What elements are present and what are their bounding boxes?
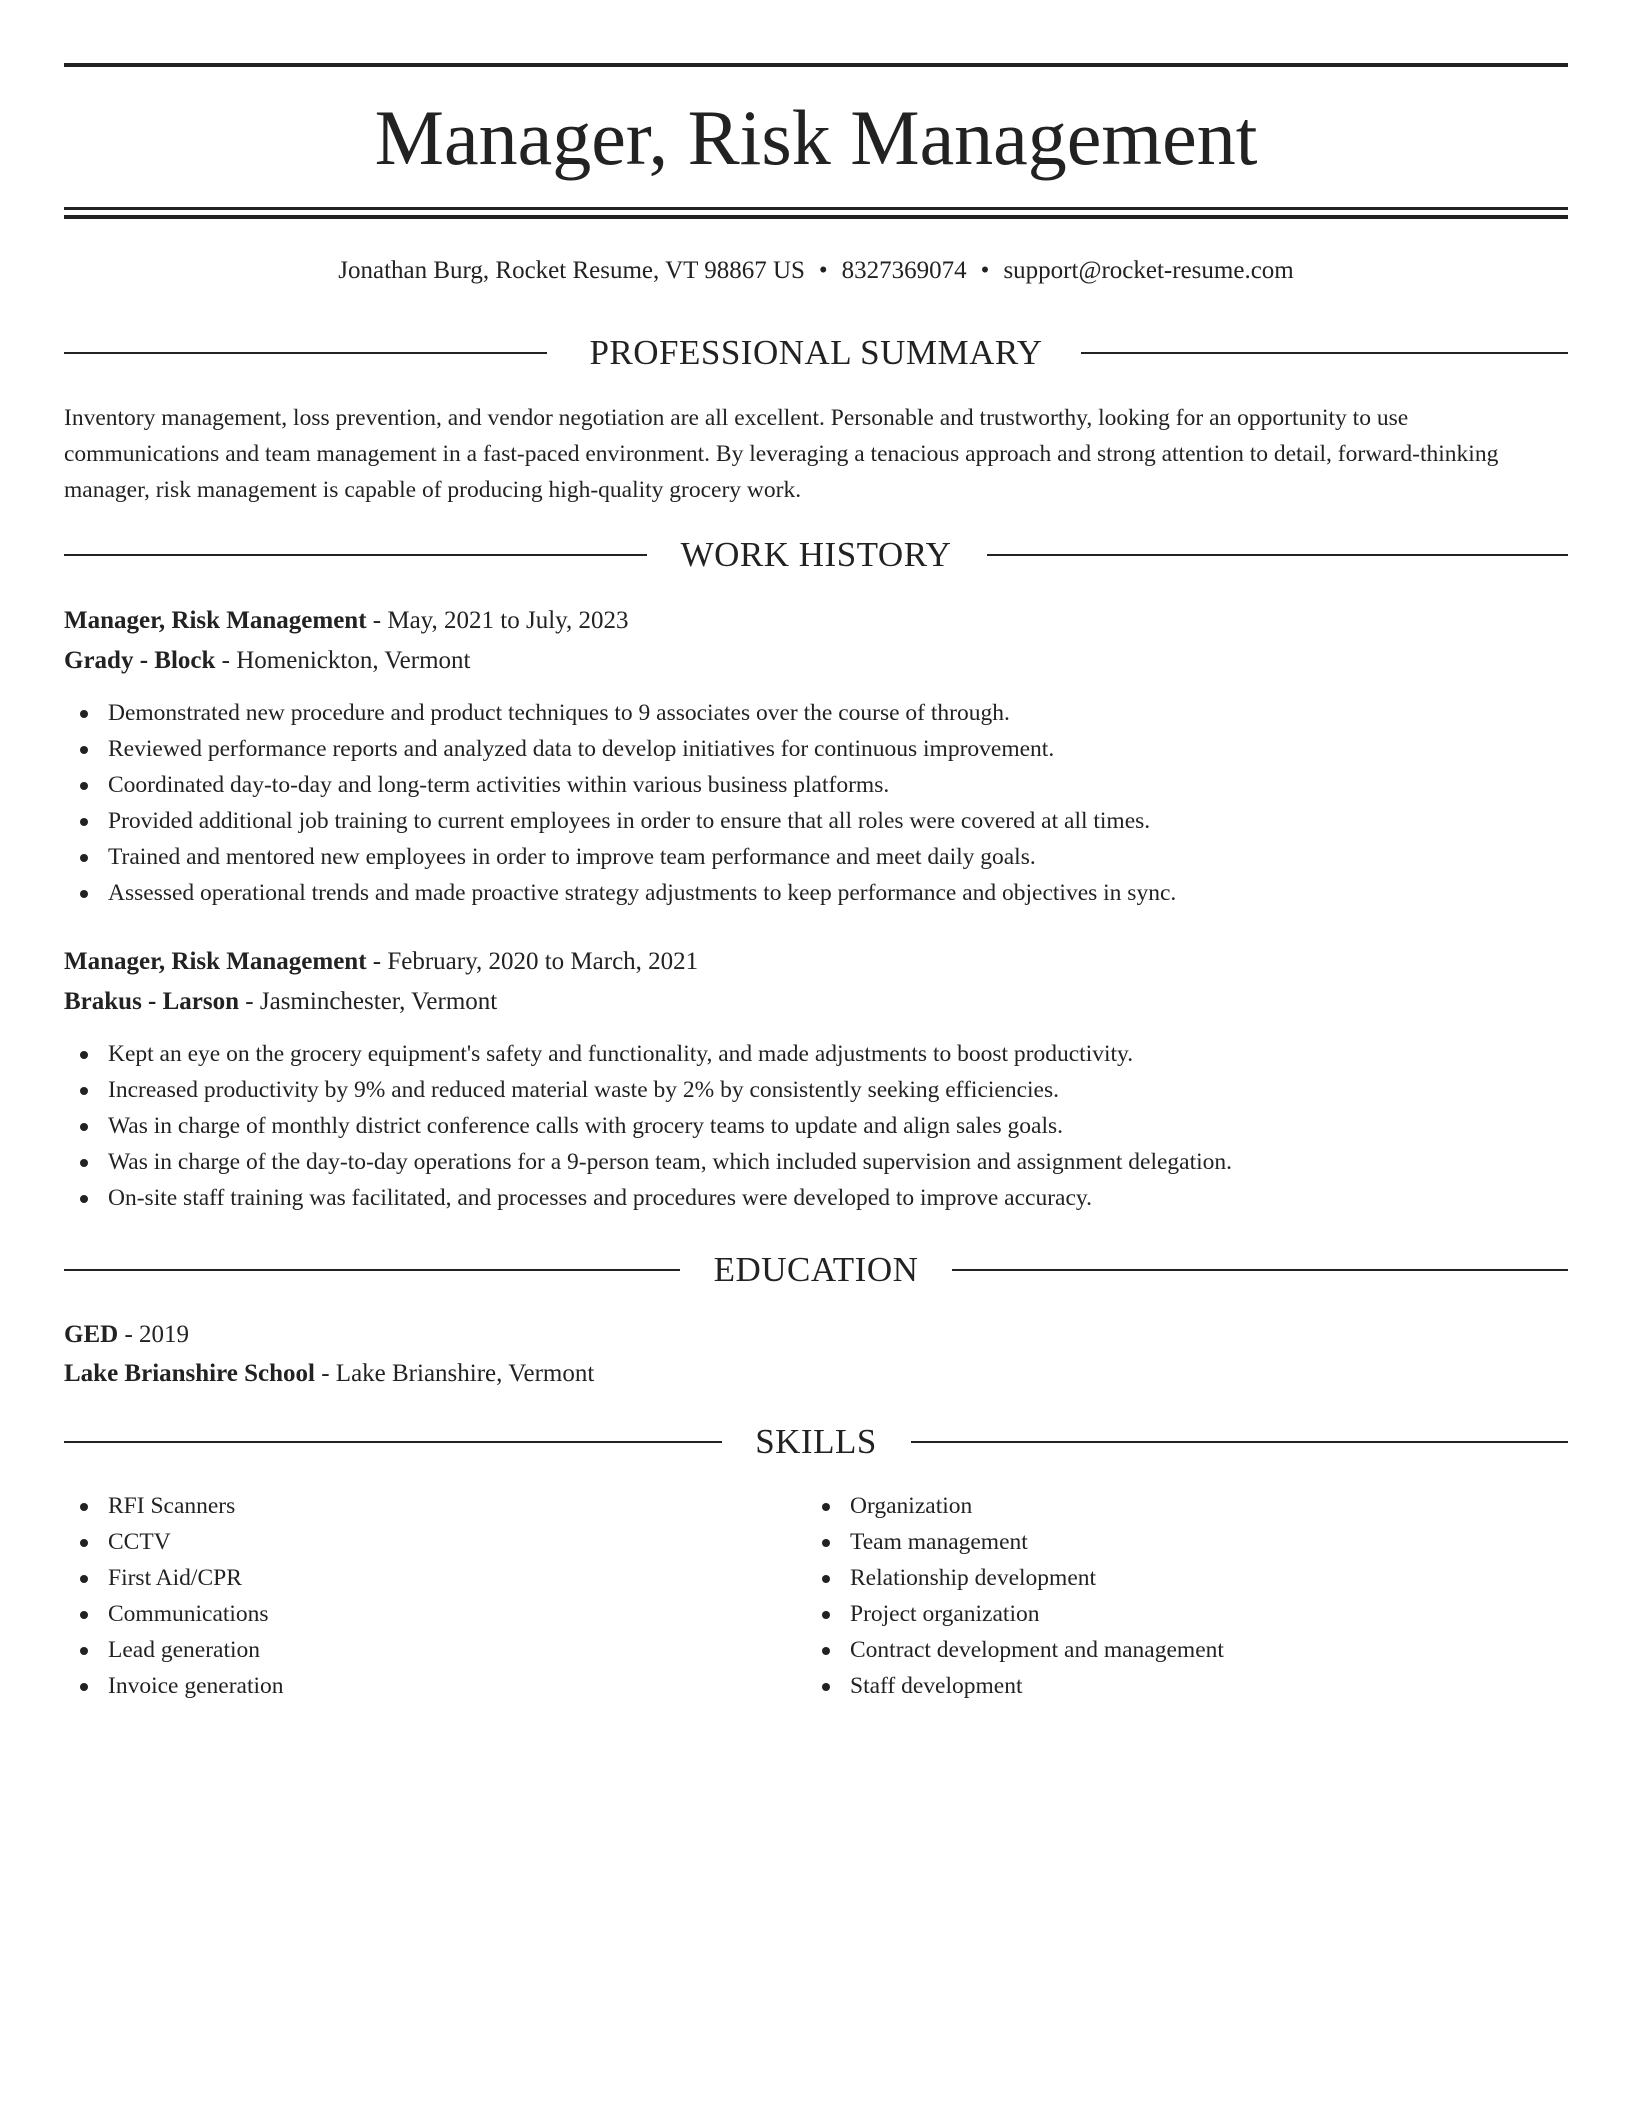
skill-text: Invoice generation bbox=[108, 1673, 284, 1699]
bullet-icon bbox=[80, 1159, 88, 1167]
job-title-line bbox=[64, 602, 1568, 640]
list-item bbox=[64, 695, 1568, 731]
bullet-text: On-site staff training was facilitated, and processes and procedures were developed to improve accuracy. bbox=[108, 1185, 1092, 1211]
contact-email: support@rocket-resume.com bbox=[1003, 257, 1294, 284]
bullet-icon bbox=[80, 1503, 88, 1511]
skill-item bbox=[806, 1668, 1506, 1704]
bullet-text: Was in charge of the day-to-day operations for a 9-person team, which included supervision and assignment delegation. bbox=[108, 1149, 1233, 1175]
list-item bbox=[64, 731, 1568, 767]
job-company-line bbox=[64, 642, 1568, 680]
skill-item bbox=[806, 1524, 1506, 1560]
job-title: Manager, Risk Management bbox=[64, 948, 367, 975]
contact-address: Jonathan Burg, Rocket Resume, VT 98867 US bbox=[338, 257, 805, 284]
list-item bbox=[64, 839, 1568, 875]
bullet-icon bbox=[80, 1195, 88, 1203]
bullet-text: Assessed operational trends and made proactive strategy adjustments to keep performance and objectives in sync. bbox=[108, 880, 1177, 906]
heading-rule-right bbox=[911, 1441, 1568, 1443]
job-company: Grady - Block bbox=[64, 647, 216, 674]
job-title: Manager, Risk Management bbox=[64, 607, 367, 634]
list-item bbox=[64, 1180, 1568, 1216]
skill-item bbox=[64, 1560, 764, 1596]
job-bullets bbox=[64, 1036, 1568, 1216]
bullet-text: Increased productivity by 9% and reduced material waste by 2% by consistently seeking efficiencies. bbox=[108, 1077, 1059, 1103]
bullet-icon bbox=[80, 1611, 88, 1619]
heading-rule-right bbox=[1081, 352, 1568, 354]
contact-line bbox=[64, 254, 1568, 288]
skills-list-left bbox=[64, 1488, 764, 1704]
bullet-icon bbox=[80, 854, 88, 862]
job-title-line bbox=[64, 943, 1568, 981]
resume-title: Manager, Risk Management bbox=[374, 94, 1258, 181]
education-year: - 2019 bbox=[124, 1321, 190, 1348]
list-item bbox=[64, 1144, 1568, 1180]
skills-heading bbox=[64, 1420, 1568, 1464]
bullet-icon bbox=[822, 1575, 830, 1583]
list-item bbox=[64, 1108, 1568, 1144]
header-bottom-rule bbox=[64, 207, 1568, 210]
contact-separator: • bbox=[980, 257, 990, 284]
bullet-icon bbox=[822, 1539, 830, 1547]
skills-list-right bbox=[806, 1488, 1506, 1704]
list-item bbox=[64, 1036, 1568, 1072]
heading-rule-right bbox=[952, 1269, 1568, 1271]
job-company-line bbox=[64, 983, 1568, 1021]
bullet-icon bbox=[80, 1647, 88, 1655]
bullet-icon bbox=[80, 782, 88, 790]
bullet-text: Kept an eye on the grocery equipment's safety and functionality, and made adjustments to boost productivity. bbox=[108, 1041, 1134, 1067]
job-location: - Homenickton, Vermont bbox=[221, 647, 471, 674]
education-location: - Lake Brianshire, Vermont bbox=[321, 1360, 595, 1387]
bullet-icon bbox=[80, 710, 88, 718]
list-item bbox=[64, 803, 1568, 839]
education-heading-label: EDUCATION bbox=[713, 1250, 919, 1289]
education-degree-line bbox=[64, 1316, 1568, 1354]
skill-text: Relationship development bbox=[850, 1565, 1097, 1591]
skill-text: Staff development bbox=[850, 1673, 1023, 1699]
skill-text: CCTV bbox=[108, 1529, 171, 1555]
bullet-icon bbox=[80, 1575, 88, 1583]
bullet-text: Was in charge of monthly district conference calls with grocery teams to update and align sales goals. bbox=[108, 1113, 1063, 1139]
header-bottom-rule-second bbox=[64, 215, 1568, 219]
job-location: - Jasminchester, Vermont bbox=[245, 988, 498, 1015]
skill-text: Contract development and management bbox=[850, 1637, 1224, 1663]
summary-text: Inventory management, loss prevention, and vendor negotiation are all excellent. Personable and trustworthy, looking for an opportunity to use communications and team management in a fast-paced environment. By leveraging a tenacious approach and strong attention to detail, forward-thinking manager, risk management is capable of producing high-quality grocery work. bbox=[64, 405, 1499, 503]
skill-text: Communications bbox=[108, 1601, 269, 1627]
skill-item bbox=[806, 1596, 1506, 1632]
bullet-icon bbox=[80, 1087, 88, 1095]
summary-heading bbox=[64, 331, 1568, 375]
education-degree: GED bbox=[64, 1321, 119, 1348]
skill-item bbox=[806, 1632, 1506, 1668]
skill-text: Project organization bbox=[850, 1601, 1040, 1627]
contact-separator: • bbox=[818, 257, 828, 284]
work-history-heading bbox=[64, 533, 1568, 577]
heading-rule-right bbox=[987, 554, 1568, 556]
bullet-icon bbox=[822, 1683, 830, 1691]
skill-text: Team management bbox=[850, 1529, 1028, 1555]
bullet-text: Provided additional job training to current employees in order to ensure that all roles were covered at all times. bbox=[108, 808, 1151, 834]
skill-text: Organization bbox=[850, 1493, 973, 1519]
skill-item bbox=[64, 1632, 764, 1668]
list-item bbox=[64, 1072, 1568, 1108]
bullet-text: Demonstrated new procedure and product techniques to 9 associates over the course of through. bbox=[108, 700, 1010, 726]
skill-text: RFI Scanners bbox=[108, 1493, 236, 1519]
bullet-icon bbox=[822, 1611, 830, 1619]
contact-phone: 8327369074 bbox=[841, 257, 967, 284]
skills-heading-label: SKILLS bbox=[755, 1422, 877, 1461]
skill-text: Lead generation bbox=[108, 1637, 261, 1663]
bullet-icon bbox=[80, 1539, 88, 1547]
job-company: Brakus - Larson bbox=[64, 988, 240, 1015]
skill-item bbox=[64, 1668, 764, 1704]
work-history-heading-label: WORK HISTORY bbox=[680, 535, 952, 574]
bullet-text: Coordinated day-to-day and long-term activities within various business platforms. bbox=[108, 772, 890, 798]
list-item bbox=[64, 875, 1568, 911]
education-heading bbox=[64, 1248, 1568, 1292]
skill-text: First Aid/CPR bbox=[108, 1565, 242, 1591]
list-item bbox=[64, 767, 1568, 803]
summary-heading-label: PROFESSIONAL SUMMARY bbox=[589, 333, 1043, 372]
education-school-line bbox=[64, 1355, 1568, 1393]
bullet-icon bbox=[80, 746, 88, 754]
job-dates: - February, 2020 to March, 2021 bbox=[372, 948, 699, 975]
skill-item bbox=[64, 1524, 764, 1560]
skill-item bbox=[64, 1596, 764, 1632]
bullet-icon bbox=[80, 1051, 88, 1059]
header-top-rule bbox=[64, 63, 1568, 67]
skill-item bbox=[806, 1560, 1506, 1596]
bullet-icon bbox=[822, 1647, 830, 1655]
bullet-text: Trained and mentored new employees in order to improve team performance and meet daily goals. bbox=[108, 844, 1036, 870]
bullet-icon bbox=[80, 890, 88, 898]
bullet-icon bbox=[822, 1503, 830, 1511]
job-dates: - May, 2021 to July, 2023 bbox=[372, 607, 629, 634]
bullet-icon bbox=[80, 818, 88, 826]
education-school: Lake Brianshire School bbox=[64, 1360, 315, 1387]
skill-item bbox=[806, 1488, 1506, 1524]
bullet-text: Reviewed performance reports and analyzed data to develop initiatives for continuous improvement. bbox=[108, 736, 1055, 762]
skill-item bbox=[64, 1488, 764, 1524]
bullet-icon bbox=[80, 1683, 88, 1691]
job-bullets bbox=[64, 695, 1568, 911]
bullet-icon bbox=[80, 1123, 88, 1131]
